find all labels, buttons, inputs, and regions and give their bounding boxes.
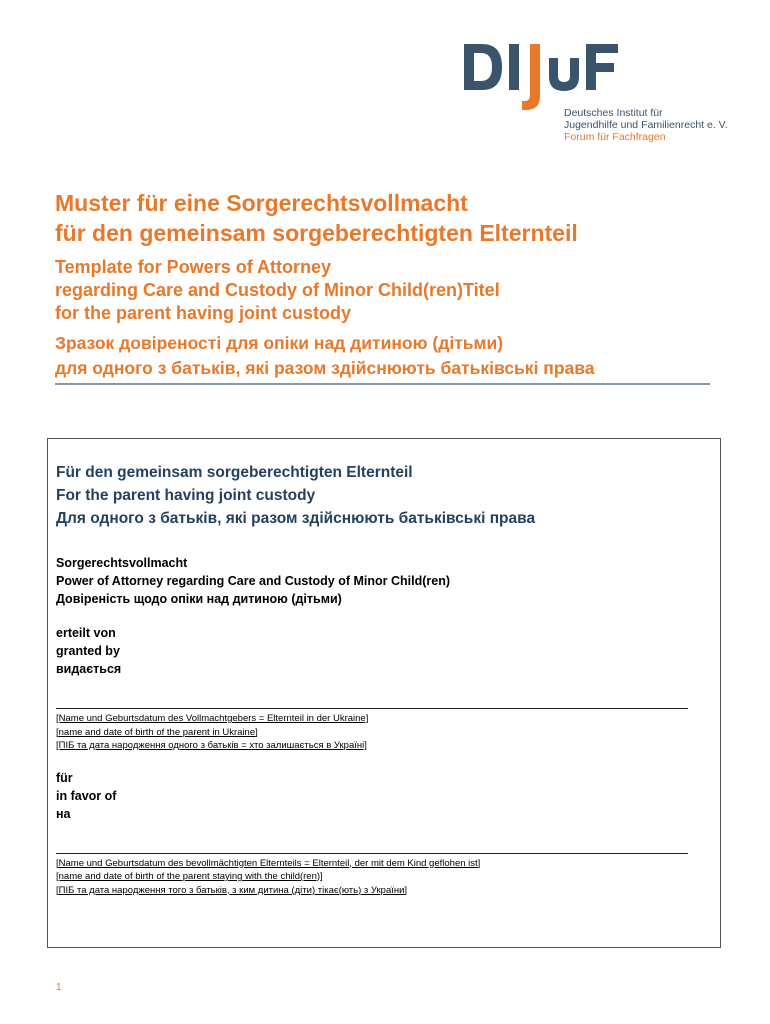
logo-subtitle xyxy=(564,107,728,143)
granted-by-en: granted by xyxy=(56,644,120,658)
in-favor-of-uk: на xyxy=(56,806,71,821)
grantor-note-en: [name and date of birth of the parent in Ukraine] xyxy=(56,726,258,738)
form-box-content xyxy=(56,461,706,897)
title-uk-line1: Зразок довіреності для опіки над дитиною (дітьми) xyxy=(55,333,504,353)
grantee-note-en: [name and date of birth of the parent staying with the child(ren)] xyxy=(56,871,323,882)
logo-subtitle-line1: Deutsches Institut für xyxy=(564,107,663,119)
title-uk-line2: для одного з батьків, які разом здійснюють батьківські права xyxy=(55,358,595,378)
in-favor-of-de: für xyxy=(56,770,73,785)
form-box xyxy=(47,438,721,948)
doc-title-uk: Довіреність щодо опіки над дитиною (дітьми) xyxy=(56,592,342,606)
title-en-line3: for the parent having joint custody xyxy=(55,303,352,323)
granted-by-uk: видається xyxy=(56,662,122,676)
grantee-note-uk: [ПІБ та дата народження того з батьків, з ким дитина (діти) тікає(ють) з України] xyxy=(56,884,408,896)
dijuf-wordmark-graphic xyxy=(462,40,652,112)
box-heading-de: Für den gemeinsam sorgeberechtigten Elternteil xyxy=(56,464,413,481)
in-favor-of-en: in favor of xyxy=(56,788,117,803)
box-heading-en: For the parent having joint custody xyxy=(56,487,316,504)
doc-title-en: Power of Attorney regarding Care and Custody of Minor Child(ren) xyxy=(56,574,451,588)
doc-title-de: Sorgerechtsvollmacht xyxy=(56,556,188,570)
box-heading-uk: Для одного з батьків, які разом здійснюють батьківські права xyxy=(56,510,536,527)
granted-by-de: erteilt von xyxy=(56,626,116,640)
title-divider xyxy=(55,383,710,385)
logo-subtitle-line2: Jugendhilfe und Familienrecht e. V. xyxy=(564,119,728,131)
logo-subtitle-line3: Forum für Fachfragen xyxy=(564,131,666,143)
title-de-line1: Muster für eine Sorgerechtsvollmacht xyxy=(55,190,468,216)
grantor-note-uk: [ПІБ та дата народження одного з батьків = хто залишається в Україні] xyxy=(56,740,367,751)
logo-wordmark-text: DIJuF xyxy=(462,40,465,41)
title-de-line2: für den gemeinsam sorgeberechtigten Elternteil xyxy=(55,220,578,246)
title-en-line1: Template for Powers of Attorney xyxy=(55,257,332,277)
title-en-line2: regarding Care and Custody of Minor Child(ren)Titel xyxy=(55,280,500,300)
title-block xyxy=(55,188,715,381)
page-number: 1 xyxy=(56,982,62,993)
grantor-note-de: [Name und Geburtsdatum des Vollmachtgebers = Elternteil in der Ukraine] xyxy=(56,713,369,724)
grantee-note-de: [Name und Geburtsdatum des bevollmächtigten Elternteils = Elternteil, der mit dem Kind geflohen ist] xyxy=(56,857,481,869)
dijuf-logo xyxy=(462,40,742,150)
